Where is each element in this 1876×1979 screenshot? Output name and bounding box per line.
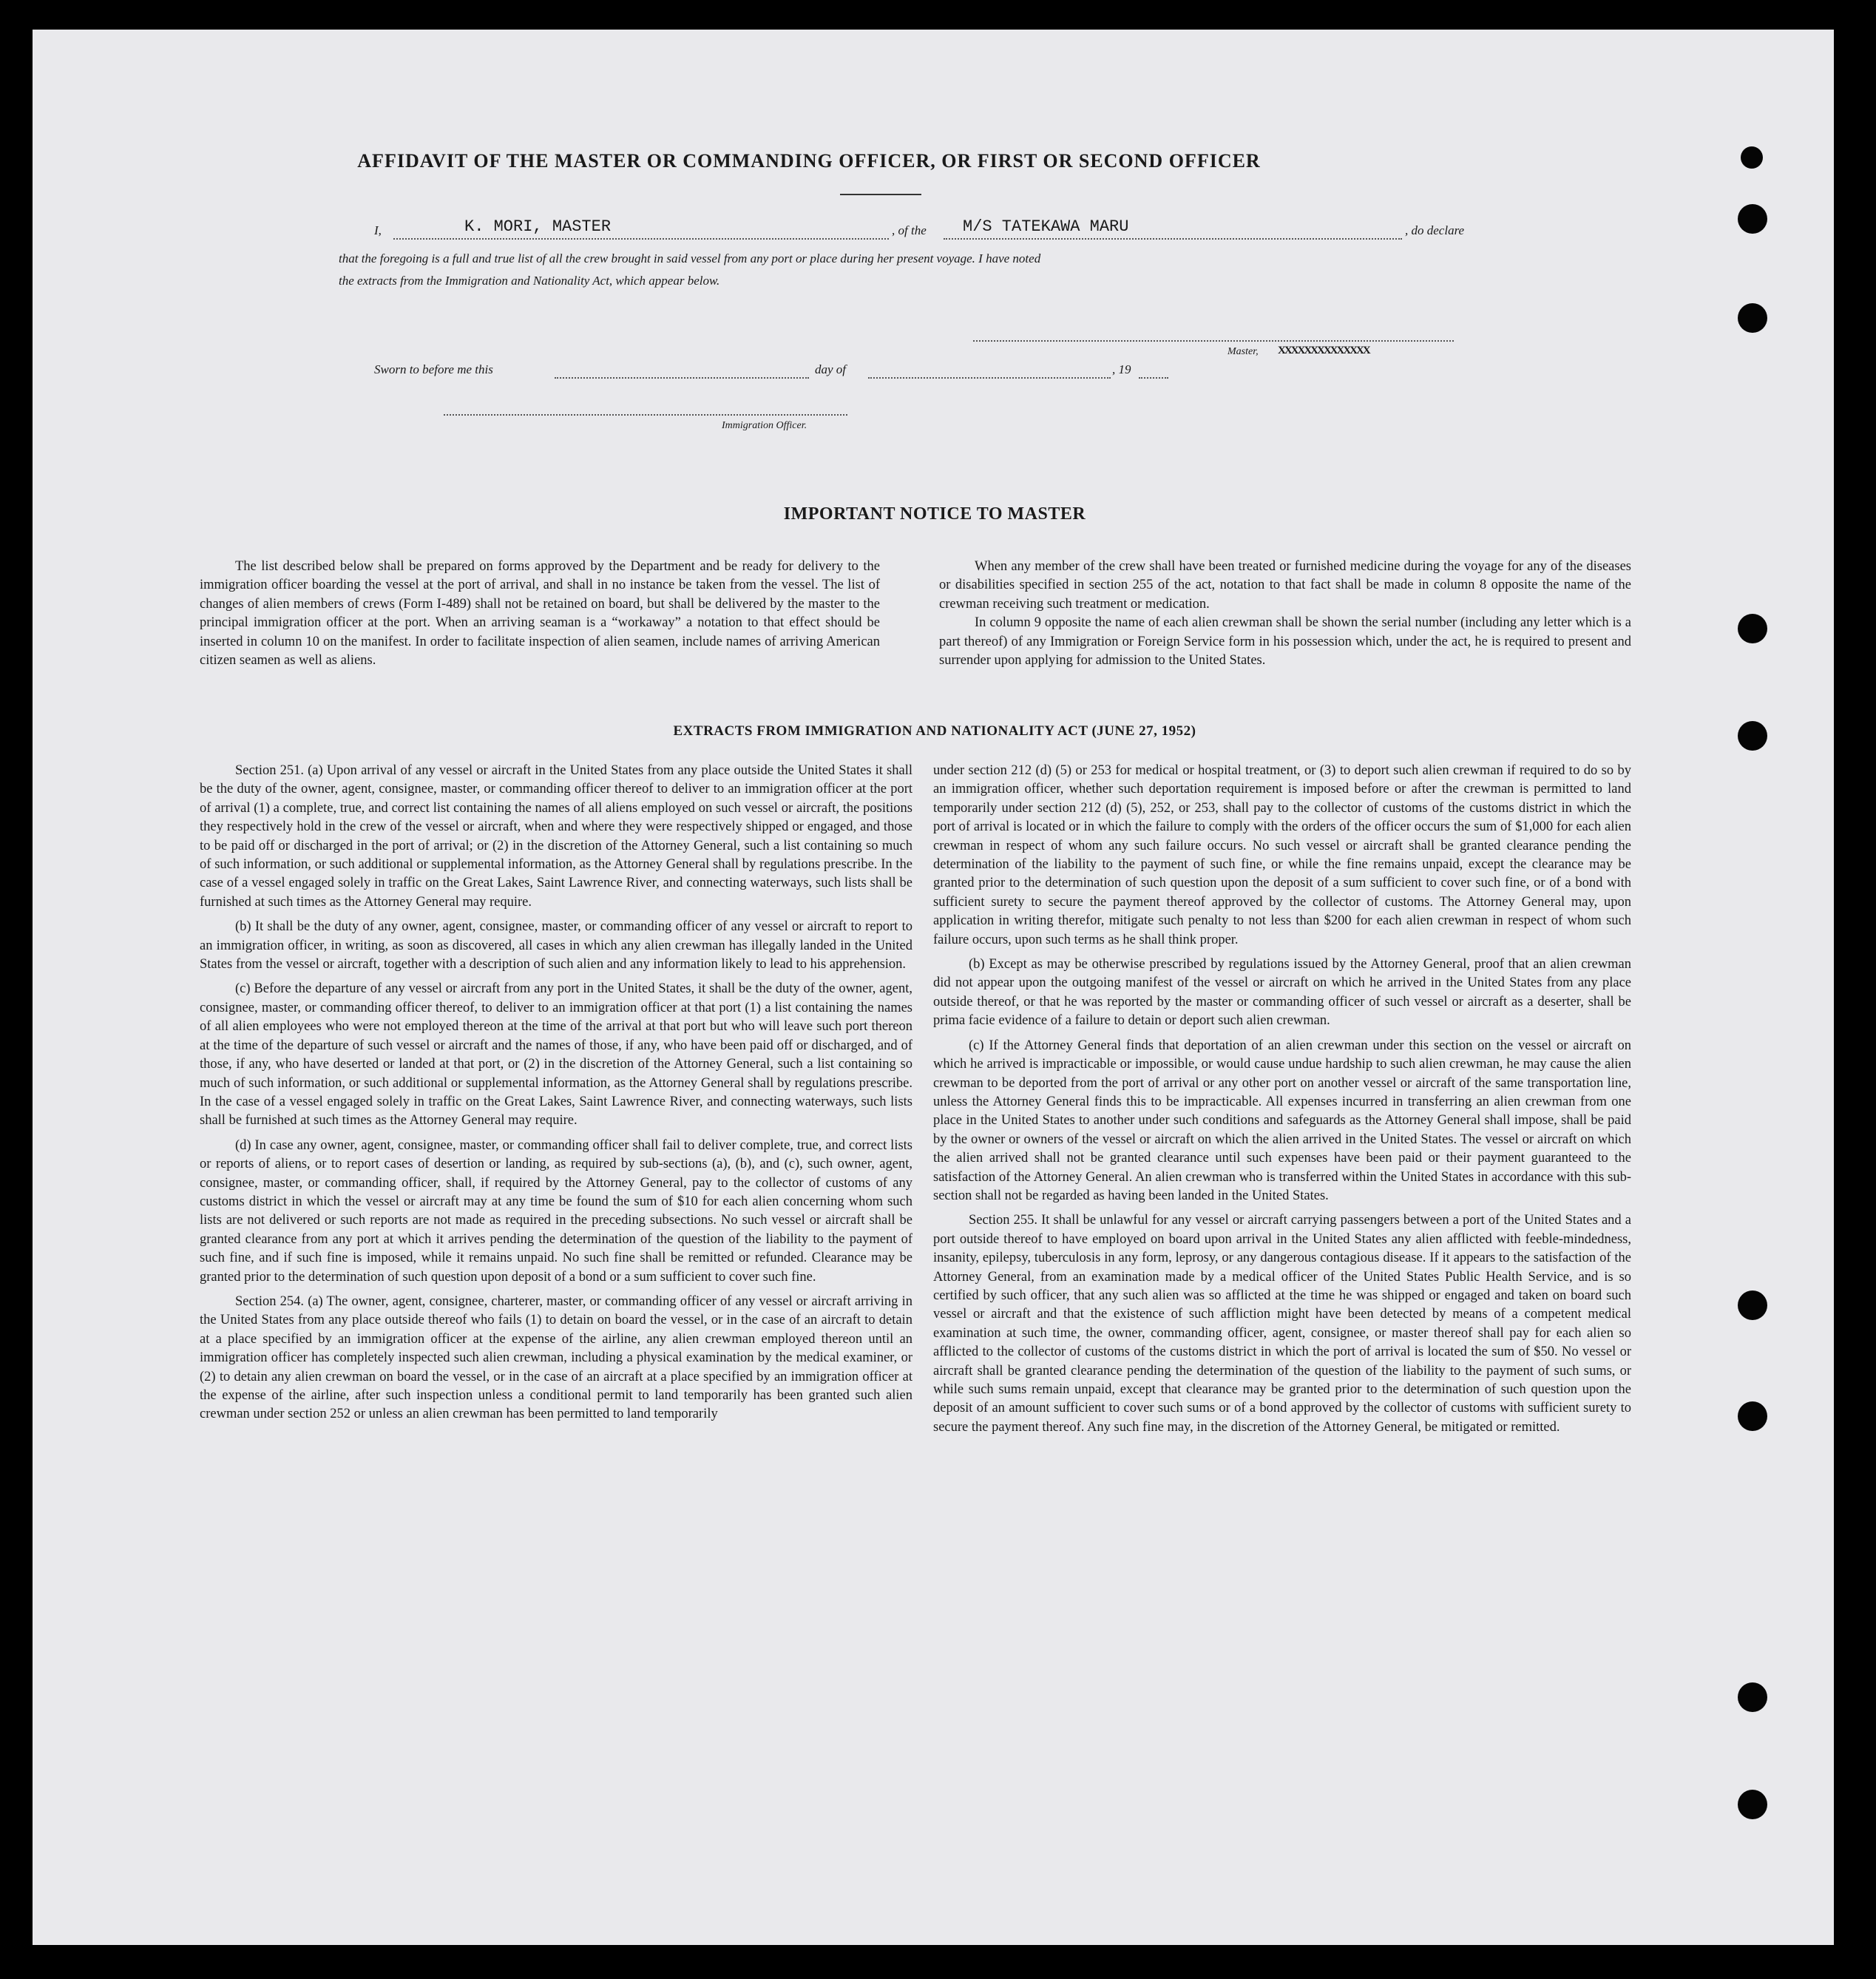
of-the-label: , of the <box>892 223 927 237</box>
section-254-a: Section 254. (a) The owner, agent, consignee, charterer, master, or commanding officer of any vessel or aircraft arriving in the United States from any place outside thereof who fails (1) to detain on board the vessel, or in the case of an aircraft to detain at a place specified by an immigration officer at the expense of the airline, any alien crewman employed thereon until an immigration officer has completely inspected such alien crewman, including a physical examination by the medical examiner, or (2) to detain any alien crewman on board the vessel, or in the case of an aircraft at a place specified by an immigration officer at the expense of the airline, after such inspection unless a conditional permit to land temporarily has been granted such alien crewman under section 252 or unless an alien crewman has been permitted to land temporarily <box>200 1293 912 1422</box>
notice-right-paragraph-1: When any member of the crew shall have been treated or furnished medicine during the voyage for any of the diseases or disabilities specified in section 255 of the act, notation to that fact shall be made in column 8 opposite the name of the crewman receiving such treatment or medication. <box>939 559 1631 612</box>
document-page <box>33 30 1834 1945</box>
sworn-day-line[interactable] <box>555 377 809 379</box>
master-caption: Master, <box>1227 346 1259 357</box>
immigration-officer-caption: Immigration Officer. <box>722 420 807 431</box>
extracts-left-column <box>200 762 912 1424</box>
sworn-year-line[interactable] <box>1139 377 1168 379</box>
extracts-title: EXTRACTS FROM IMMIGRATION AND NATIONALITY ACT (JUNE 27, 1952) <box>673 723 1196 739</box>
vessel-name-field[interactable]: M/S TATEKAWA MARU <box>963 217 1129 236</box>
section-251-d: (d) In case any owner, agent, consignee, master, or commanding officer shall fail to deliver complete, true, and correct lists or reports of aliens, or to report cases of desertion or landing, as required by sub-sections (a), (b), and (c), such owner, agent, consignee, master, or commanding officer, shall, if required by the Attorney General, pay to the collector of customs of any customs district in which the vessel or aircraft may at any time be found the sum of $10 for each alien concerning whom such lists are not delivered or such reports are not made as required in the preceding subsections. No such vessel or aircraft shall be granted clearance from any port at which it arrives pending the determination of the question of the liability to the payment of such fine, and if such fine is imposed, while it remains unpaid. No such fine shall be remitted or refunded. Clearance may be granted prior to the determination of such question upon deposit of a bond or a sum sufficient to cover such fine. <box>200 1137 912 1285</box>
notice-left-column <box>200 558 880 676</box>
binder-hole <box>1738 721 1767 751</box>
section-251-b: (b) It shall be the duty of any owner, agent, consignee, master, or commanding officer of any vessel or aircraft to report to an immigration officer, in writing, as soon as discovered, all cases in which any alien crewman has illegally landed in the United States from the vessel or aircraft, together with a description of such alien and any information likely to lead to his apprehension. <box>200 919 912 972</box>
binder-hole <box>1738 1401 1767 1431</box>
day-of-label: day of <box>815 362 847 376</box>
binder-hole <box>1738 303 1767 333</box>
binder-hole <box>1738 1682 1767 1712</box>
master-signature-line[interactable] <box>973 340 1454 342</box>
extracts-right-column <box>933 762 1631 1437</box>
sworn-month-line[interactable] <box>868 377 1111 379</box>
affidavit-line-2: that the foregoing is a full and true list of all the crew brought in said vessel from any port or place during her present voyage. I have noted <box>339 251 1041 265</box>
binder-hole <box>1741 146 1763 169</box>
section-254-b: (b) Except as may be otherwise prescribed by regulations issued by the Attorney General, proof that an alien crewman did not appear upon the outgoing manifest of the vessel or aircraft on which he arrived in the United States from any place outside thereof, or that he was reported by the master or commanding officer of such vessel or aircraft as a deserter, shall be prima facie evidence of a failure to detain or deport such alien crewman. <box>933 957 1631 1029</box>
immigration-officer-line[interactable] <box>444 414 847 416</box>
do-declare-label: , do declare <box>1405 223 1465 237</box>
binder-hole <box>1738 614 1767 643</box>
vessel-name-line <box>944 238 1402 240</box>
section-251-c: (c) Before the departure of any vessel or aircraft from any port in the United States, it shall be the duty of the owner, agent, consignee, master, or commanding officer thereof, to deliver to an immigration officer at that port (1) a list containing the names of all alien employees who were not employed thereon at the time of the arrival at that port but who will leave such port thereon at the time of the departure of such vessel or aircraft and the names of those, if any, who have been paid off or discharged, and of those, if any, who have deserted or landed at that port, or (2) in the discretion of the Attorney General, such a list containing so much of such information, or such additional or supplemental information, as the Attorney General shall by regulations prescribe. In the case of a vessel engaged solely in traffic on the Great Lakes, Saint Lawrence River, and connecting waterways, such lists shall be furnished at such times as the Attorney General may require. <box>200 981 912 1129</box>
notice-title: IMPORTANT NOTICE TO MASTER <box>783 504 1086 524</box>
notice-left-paragraph: The list described below shall be prepared on forms approved by the Department and be ready for delivery to the immigration officer boarding the vessel at the port of arrival, and shall in no instance be taken from the vessel. The list of changes of alien members of crews (Form I-489) shall not be retained on board, but shall be delivered by the master to the principal immigration officer at the port. When an arriving seaman is a “workaway” a notation to that effect should be inserted in column 10 on the manifest. In order to facilitate inspection of alien seamen, include names of arriving American citizen seamen as well as aliens. <box>200 559 880 669</box>
struck-text: XXXXXXXXXXXXXX <box>1278 345 1369 356</box>
affidavit-title: AFFIDAVIT OF THE MASTER OR COMMANDING OFFICER, OR FIRST OR SECOND OFFICER <box>357 150 1261 172</box>
binder-hole <box>1738 204 1767 234</box>
section-251-a: Section 251. (a) Upon arrival of any vessel or aircraft in the United States from any place outside the United States it shall be the duty of the owner, agent, consignee, master, or commanding officer thereof to deliver to an immigration officer at the port of arrival (1) a complete, true, and correct list containing the names of all aliens employed on such vessel or aircraft, the positions they respectively hold in the crew of the vessel or aircraft, when and where they were respectively shipped or engaged, and those to be paid off or discharged in the port of arrival; or (2) in the discretion of the Attorney General, such a list containing so much of such information, or such additional or supplemental information, as the Attorney General shall by regulations prescribe. In the case of a vessel engaged solely in traffic on the Great Lakes, Saint Lawrence River, and connecting waterways, such lists shall be furnished at such times as the Attorney General may require. <box>200 763 912 910</box>
notice-right-column <box>939 558 1631 670</box>
i-label: I, <box>374 223 382 237</box>
section-254-c: (c) If the Attorney General finds that deportation of an alien crewman under this section on the vessel or aircraft on which he arrived is impracticable or impossible, or would cause undue hardship to such alien crewman, he may cause the alien crewman to be deported from the port of arrival or any other port on another vessel or aircraft of the same transportation line, unless the Attorney General finds this to be impracticable. All expenses incurred in transferring an alien crewman from one place in the United States to another under such conditions and safeguards as the Attorney General shall impose, shall be paid by the owner or owners of the vessel or aircraft on which the alien arrived in the United States. The vessel or aircraft on which the alien arrived shall not be granted clearance until such expenses have been paid or their payment guaranteed to the satisfaction of the Attorney General. An alien crewman who is transferred within the United States in accordance with this sub-section shall not be regarded as having been landed in the United States. <box>933 1038 1631 1203</box>
notice-right-paragraph-2: In column 9 opposite the name of each alien crewman shall be shown the serial number (including any letter which is a part thereof) of any Immigration or Foreign Service form in his possession which, under the act, he is required to present and surrender upon applying for admission to the United States. <box>939 615 1631 669</box>
affidavit-line-3: the extracts from the Immigration and Nationality Act, which appear below. <box>339 274 720 288</box>
master-name-line <box>393 238 889 240</box>
sworn-label: Sworn to before me this <box>374 362 493 376</box>
master-name-field[interactable]: K. MORI, MASTER <box>464 217 612 236</box>
binder-hole <box>1738 1790 1767 1819</box>
section-254-a-continued: under section 212 (d) (5) or 253 for medical or hospital treatment, or (3) to deport such alien crewman if required to do so by an immigration officer, whether such deportation requirement is imposed before or after the crewman is permitted to land temporarily under section 212 (d) (5), 252, or 253, shall pay to the collector of customs of the customs district in which the port of arrival is located or in which the failure to comply with the orders of the officer occurs the sum of $1,000 for each alien crewman in respect of whom any such failure occurs. No such vessel or aircraft shall be granted clearance pending the determination of the liability to the payment of such fine, or while the fine remains unpaid, except the clearance may be granted prior to the determination of such question upon the deposit of a sum sufficient to cover such fine, or of a bond with sufficient surety to secure the payment thereof approved by the collector of customs. The Attorney General may, upon application in writing therefor, mitigate such penalty to not less than $200 for each alien crewman in respect of whom such failure occurs, upon such terms as he shall think proper. <box>933 763 1631 947</box>
title-underline <box>840 194 921 195</box>
binder-hole <box>1738 1290 1767 1320</box>
section-255: Section 255. It shall be unlawful for any vessel or aircraft carrying passengers between a port of the United States and a port outside thereof to have employed on board upon arrival in the United States any alien afflicted with feeble-mindedness, insanity, epilepsy, tuberculosis in any form, leprosy, or any dangerous contagious disease. If it appears to the satisfaction of the Attorney General, from an examination made by a medical officer of the United States Public Health Service, and is so certified by such officer, that any such alien was so afflicted at the time he was shipped or engaged and taken on board such vessel or aircraft and that the existence of such affliction might have been detected by means of a competent medical examination at such time, the owner, commanding officer, agent, consignee, or master thereof shall pay for each alien so afflicted to the collector of customs of the customs district in which the port of arrival is located the sum of $50. No vessel or aircraft shall be granted clearance pending the determination of the question of the liability to the payment of such sums, or while such sums remain unpaid, except that clearance may be granted prior to the determination of such question upon the deposit of an amount sufficient to cover such sums or of a bond approved by the collector of customs with sufficient surety to secure the payment thereof. Any such fine may, in the discretion of the Attorney General, be mitigated or remitted. <box>933 1213 1631 1435</box>
year-label: , 19 <box>1112 362 1131 376</box>
